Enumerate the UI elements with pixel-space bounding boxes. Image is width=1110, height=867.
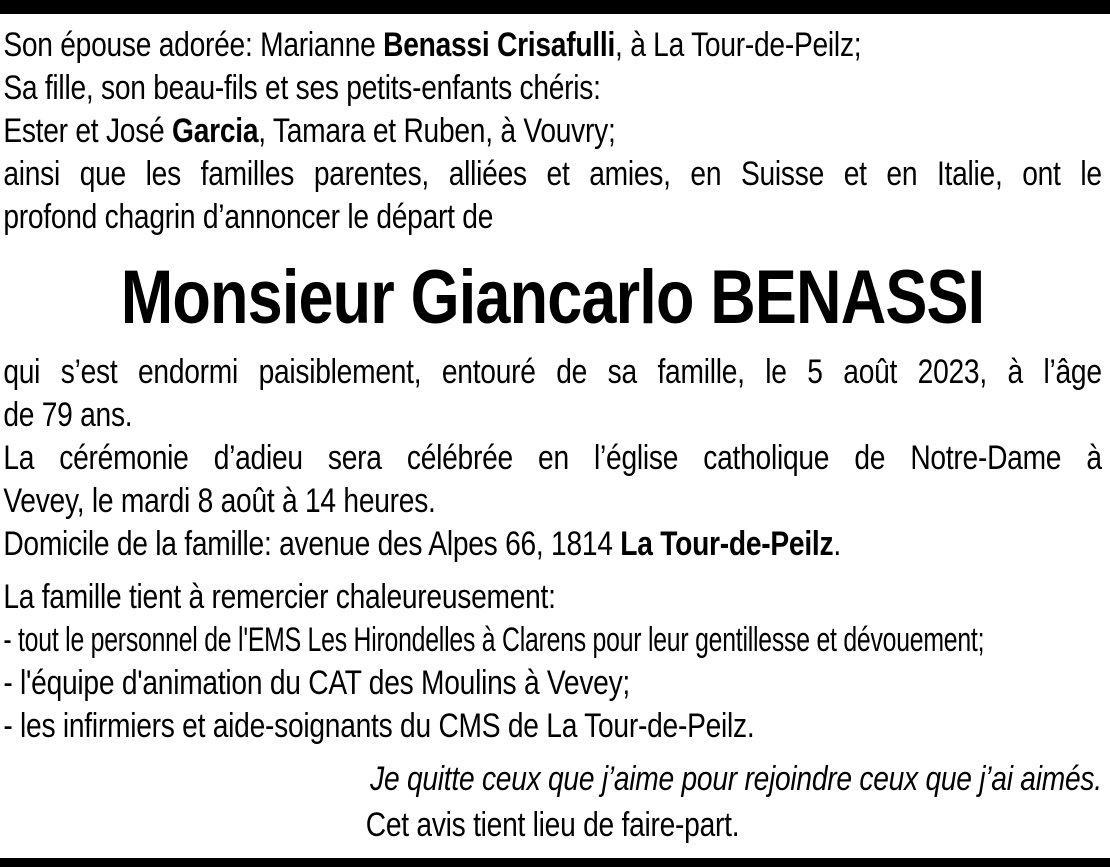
bold-name-segment: Benassi Crisafulli [383, 26, 616, 64]
closing-line: Cet avis tient lieu de faire-part. [365, 806, 740, 844]
text-segment: , à La Tour-de-Peilz; [615, 26, 862, 64]
thanks-block [3, 576, 1101, 748]
intro-line-4: ainsi que les familles parentes, alliées et amies, en Suisse et en Italie, ont le [3, 155, 1102, 193]
thanks-heading: La famille tient à remercier chaleureusement: [3, 578, 556, 616]
body-line-3: La cérémonie d’adieu sera célébrée en l’église catholique de Notre-Dame à [3, 439, 1102, 477]
text-segment: Domicile de la famille: avenue des Alpes 66, 1814 [3, 525, 621, 563]
body-line-2: de 79 ans. [3, 396, 133, 434]
intro-line-1 [3, 24, 1101, 67]
condensed-text-segment: - tout le personnel de l'EMS Les Hirondelles à Clarens pour leur gentillesse et dévouement; [3, 621, 985, 659]
text-segment: Ester et José [3, 112, 173, 150]
obituary-notice [0, 14, 1110, 848]
text-segment: . [833, 525, 841, 563]
text-segment: Son épouse adorée: Marianne [3, 26, 384, 64]
deceased-name-title: Monsieur Giancarlo BENASSI [120, 255, 985, 340]
thanks-item-1 [3, 619, 1101, 662]
body-line-5 [3, 523, 1101, 566]
quote-line: Je quitte ceux que j’aime pour rejoindre ceux que j’ai aimés. [370, 760, 1102, 798]
body-block [3, 351, 1101, 566]
body-line-4: Vevey, le mardi 8 août à 14 heures. [3, 482, 436, 520]
intro-line-5: profond chagrin d’annoncer le départ de [3, 198, 494, 236]
body-line-1: qui s’est endormi paisiblement, entouré de sa famille, le 5 août 2023, à l’âge [3, 353, 1102, 391]
intro-line-3 [3, 110, 1101, 153]
bold-place-segment: La Tour-de-Peilz [620, 525, 834, 563]
thanks-item-2: - l'équipe d'animation du CAT des Moulins à Vevey; [3, 664, 630, 702]
thanks-item-3: - les infirmiers et aide-soignants du CMS de La Tour-de-Peilz. [3, 707, 755, 745]
text-segment: , Tamara et Ruben, à Vouvry; [258, 112, 616, 150]
bold-name-segment: Garcia [172, 112, 259, 150]
intro-line-2: Sa fille, son beau-fils et ses petits-enfants chéris: [3, 69, 601, 107]
bottom-border-bar [0, 858, 1110, 867]
top-border-bar [0, 0, 1110, 14]
intro-block [3, 24, 1101, 239]
